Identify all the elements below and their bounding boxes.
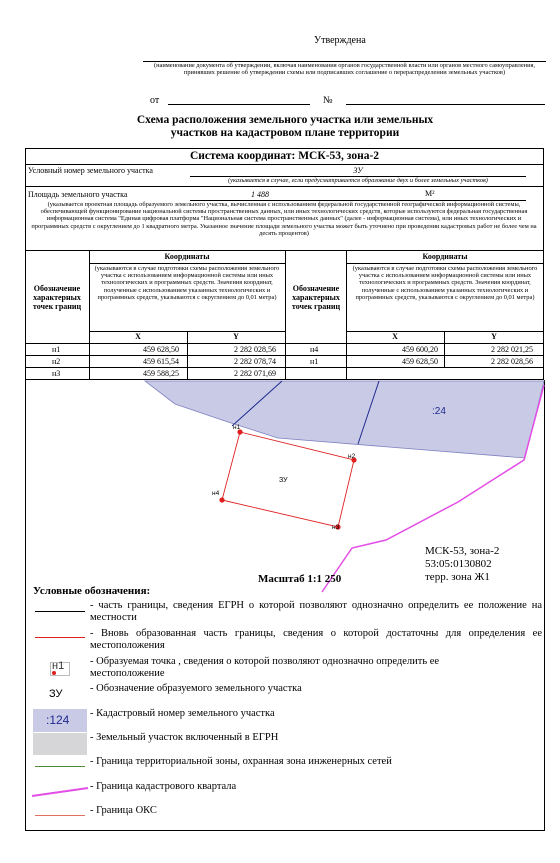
point-label: н4 — [212, 490, 220, 497]
y-cell: 2 282 028,56 — [234, 345, 276, 354]
x-cell: 459 588,25 — [143, 369, 179, 378]
legend-text: - Кадастровый номер земельного участка — [90, 708, 275, 719]
x-header-right: X — [392, 332, 398, 341]
title-line-2: участков на кадастровом плане территории — [170, 127, 400, 139]
legend-title: Условные обозначения: — [33, 585, 151, 597]
point-cell: н2 — [52, 357, 61, 366]
territorial-zone: терр. зона Ж1 — [425, 571, 490, 583]
legend-sample-egrn-boundary — [35, 611, 85, 612]
legend-text: - Граница территориальной зоны, охранная зона инженерных сетей — [90, 756, 392, 767]
y-header-right: Y — [491, 332, 497, 341]
legend-text: - часть границы, сведения ЕГРН о которой позволяют однозначно определить ее положение на местности — [90, 600, 542, 623]
new-parcel-boundary — [222, 432, 354, 527]
point-cell: н3 — [52, 369, 61, 378]
x-header-left: X — [135, 332, 141, 341]
point-cell: н1 — [310, 357, 319, 366]
point-label: н1 — [233, 424, 241, 431]
legend-text: - Обозначение образуемого земельного участка — [90, 683, 302, 694]
y-header-left: Y — [233, 332, 239, 341]
map-scale: Масштаб 1:1 250 — [258, 573, 342, 585]
coords-header-left: Координаты — [164, 252, 210, 261]
legend-sample-point-label: н1 — [52, 660, 65, 672]
legend-sample-parcel-label: ЗУ — [49, 688, 63, 700]
legend-sample-zone-boundary — [35, 766, 85, 767]
legend-text: - Граница ОКС — [90, 805, 157, 816]
from-label: от — [150, 95, 160, 106]
approval-note: (наименование документа об утверждении, включая наименования органов государственной власти или органов местного самоуправления, принявших решение об утверждении схемы или подписавших соглашение о перераспределении земельных участков) — [153, 62, 536, 77]
y-cell: 2 282 028,56 — [491, 357, 533, 366]
point-header-right: Обозначение характерных точек границ — [291, 284, 341, 311]
point-cell: н1 — [52, 345, 61, 354]
point-marker — [219, 497, 224, 502]
title-line-1: Схема расположения земельного участка или земельных — [136, 114, 434, 126]
parcel-label: ЗУ — [279, 477, 288, 484]
legend-sample-quarter-line — [32, 788, 88, 796]
coords-header-right: Координаты — [422, 252, 468, 261]
coordinate-system-note: МСК-53, зона-2 — [425, 545, 500, 557]
y-cell: 2 282 071,69 — [234, 369, 276, 378]
number-label: № — [323, 95, 333, 106]
legend-sample-cadastral-number: :124 — [46, 713, 70, 727]
legend-text: - Образуемая точка , сведения о которой позволяют однозначно определить ее местоположение — [90, 656, 440, 679]
conditional-number-value: ЗУ — [353, 166, 363, 175]
x-cell: 459 628,50 — [143, 345, 179, 354]
coordinate-system-title: Система координат: МСК-53, зона-2 — [189, 150, 380, 162]
coords-note-left: (указываются в случае подготовки схемы расположения земельного участка с использованием информационной системы или иных технологических и программных средств. Значения координат, полученные с использованием указанных технологических и программных средств, указываются с округлением до 0,01 метра) — [94, 265, 280, 301]
area-unit: М² — [425, 189, 435, 198]
area-note: (указывается проектная площадь образуемого земельного участка, вычисленная с использованием федеральной государственной географической информационной системы, обеспечивающей функционирование национальной системы пространственных данных, или иных технологических средств, которые используются федеральная государственная информационная система "Единая цифровая платформа "Национальная система пространственных данных" (далее - информационная система), или иных технологических и программных средств с округлением до 1 квадратного метра. Указанное значение площади земельного участка может быть уточнено при проведении кадастровых работ не более чем на десять процентов) — [31, 201, 537, 237]
point-header-left: Обозначение характерных точек границ — [32, 284, 82, 311]
cadastral-number-label: :24 — [432, 406, 446, 417]
approved-label: Утверждена — [314, 35, 366, 46]
point-label: н2 — [348, 453, 356, 460]
x-cell: 459 615,54 — [143, 357, 179, 366]
legend-text: - Вновь образованная часть границы, сведения о которой достаточны для определения ее местоположения — [90, 628, 542, 651]
point-label: н3 — [332, 524, 340, 531]
y-cell: 2 282 021,25 — [491, 345, 533, 354]
legend-text: - Граница кадастрового квартала — [90, 781, 237, 792]
point-cell: н4 — [310, 345, 319, 354]
legend-sample-new-boundary — [35, 637, 85, 638]
legend-text: - Земельный участок включенный в ЕГРН — [90, 732, 279, 743]
y-cell: 2 282 078,74 — [234, 357, 276, 366]
legend-sample-quarter-boundary — [30, 785, 90, 799]
x-cell: 459 600,20 — [402, 345, 438, 354]
area-label: Площадь земельного участка — [28, 190, 128, 199]
registered-parcel-area — [145, 381, 544, 458]
map-info — [425, 545, 499, 584]
conditional-number-note: (указывается в случае, если предусматривается образование двух и более земельных участков) — [228, 177, 488, 184]
legend-sample-egrn-parcel — [33, 733, 87, 755]
legend-sample-oks-boundary — [35, 815, 85, 816]
conditional-number-label: Условный номер земельного участка — [28, 166, 153, 175]
coords-note-right: (указываются в случае подготовки схемы расположения земельного участка с использованием информационной системы или иных технологических и программных средств. Значения координат, полученные с использованием указанных технологических и программных средств, указываются с округлением до 0,01 метра) — [352, 265, 538, 301]
area-value: 1 488 — [251, 190, 269, 199]
x-cell: 459 628,50 — [402, 357, 438, 366]
cadastral-quarter-number: 53:05:0130802 — [425, 558, 492, 570]
